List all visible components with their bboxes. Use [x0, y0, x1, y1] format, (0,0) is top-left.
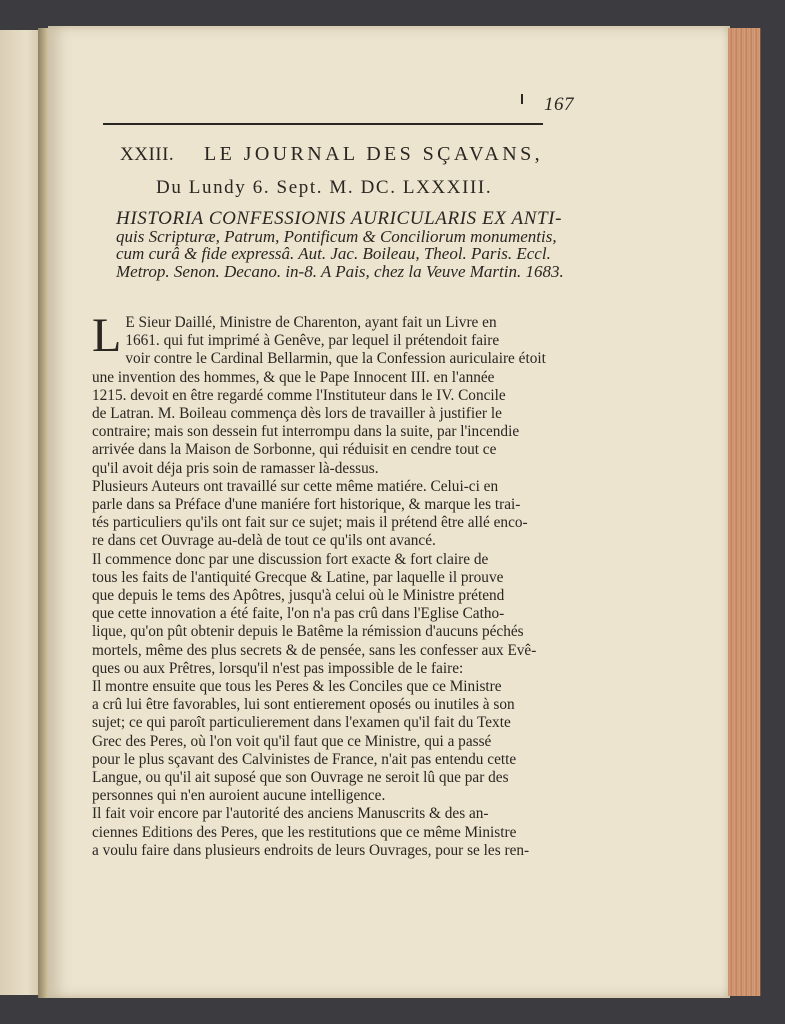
paragraph-4: Il montre ensuite que tous les Peres & les Conciles que ce Ministre a crû lui être favorables, lui sont entierement oposés ou inutiles à son sujet; ce qui paroît particulierement dans l'examen qu'il fait du Texte Grec des Peres, où l'on voit qu'il faut que ce Ministre, qui a passé pour le plus sçavant des Calvinistes de France, n'ait pas entendu cette Langue, ou qu'il ait suposé que son Ouvrage ne seroit lû que par des personnes qui n'en auroient aucune intelligence.	[92, 678, 517, 805]
article-body	[92, 309, 584, 860]
book-title-rest: quis Scripturæ, Patrum, Pontificum & Conciliorum monumentis, cum curâ & fide expressâ. Aut. Jac. Boileau, Theol. Paris. Eccl. Metrop. Senon. Decano. in-8. A Pais, chez la Veuve Martin. 1683.	[116, 226, 564, 281]
book-title	[116, 210, 586, 280]
paragraph-1	[92, 309, 584, 478]
paragraph-2: Plusieurs Auteurs ont travaillé sur cette même matiére. Celui-ci en parle dans sa Préface d'une maniére fort historique, & marque les trai- tés particuliers qu'ils ont fait sur ce sujet; mais il prétend être allé enco- re dans cet Ouvrage au-delà de tout ce qu'ils ont avancé.	[92, 477, 528, 550]
paragraph-5: Il fait voir encore par l'autorité des anciens Manuscrits & des an- ciennes Editions des Peres, que les restitutions que ce même Ministre a voulu faire dans plusieurs endroits de leurs Ouvrages, pour se les ren-	[92, 805, 530, 859]
issue-number: XXIII.	[120, 144, 175, 165]
page-fore-edge	[728, 28, 761, 996]
issue-date: Du Lundy 6. Sept. M. DC. LXXXIII.	[156, 177, 493, 198]
signature-mark	[521, 94, 523, 104]
page-number: 167	[544, 94, 574, 115]
paragraph-3: Il commence donc par une discussion fort exacte & fort claire de tous les faits de l'antiquité Grecque & Latine, par laquelle il prouve que depuis le tems des Apôtres, jusqu'à celui où le Ministre prétend que cette innovation a été faite, l'on n'a pas crû dans l'Eglise Catho- lique, qu'on pût obtenir depuis le Batême la rémission d'aucuns péchés mortels, même des plus secrets & de pensée, sans les confesser aux Evê- ques ou aux Prêtres, lorsqu'il n'est pas impossible de le faire:	[92, 550, 537, 677]
book-title-caps: HISTORIA CONFESSIONIS AURICULARIS EX ANTI-	[116, 208, 563, 229]
drop-cap: L	[92, 309, 122, 362]
paragraph-1-text: E Sieur Daillé, Ministre de Charenton, ayant fait un Livre en 1661. qui fut imprimé à Genêve, par lequel il prétendoit faire voir contre le Cardinal Bellarmin, que la Confession auriculaire étoit une invention des hommes, & que le Pape Innocent III. en l'année 1215. devoit en être regardé comme l'Instituteur dans le IV. Concile de Latran. M. Boileau commença dès lors de travailler à justifier le contraire; mais son dessein fut interrompu dans la suite, par l'incendie arrivée dans la Maison de Sorbonne, qui réduisit en cendre tout ce qu'il avoit déja pris soin de ramasser là-dessus.	[92, 314, 546, 477]
header-rule	[103, 123, 543, 125]
journal-title: LE JOURNAL DES SÇAVANS,	[204, 143, 543, 165]
